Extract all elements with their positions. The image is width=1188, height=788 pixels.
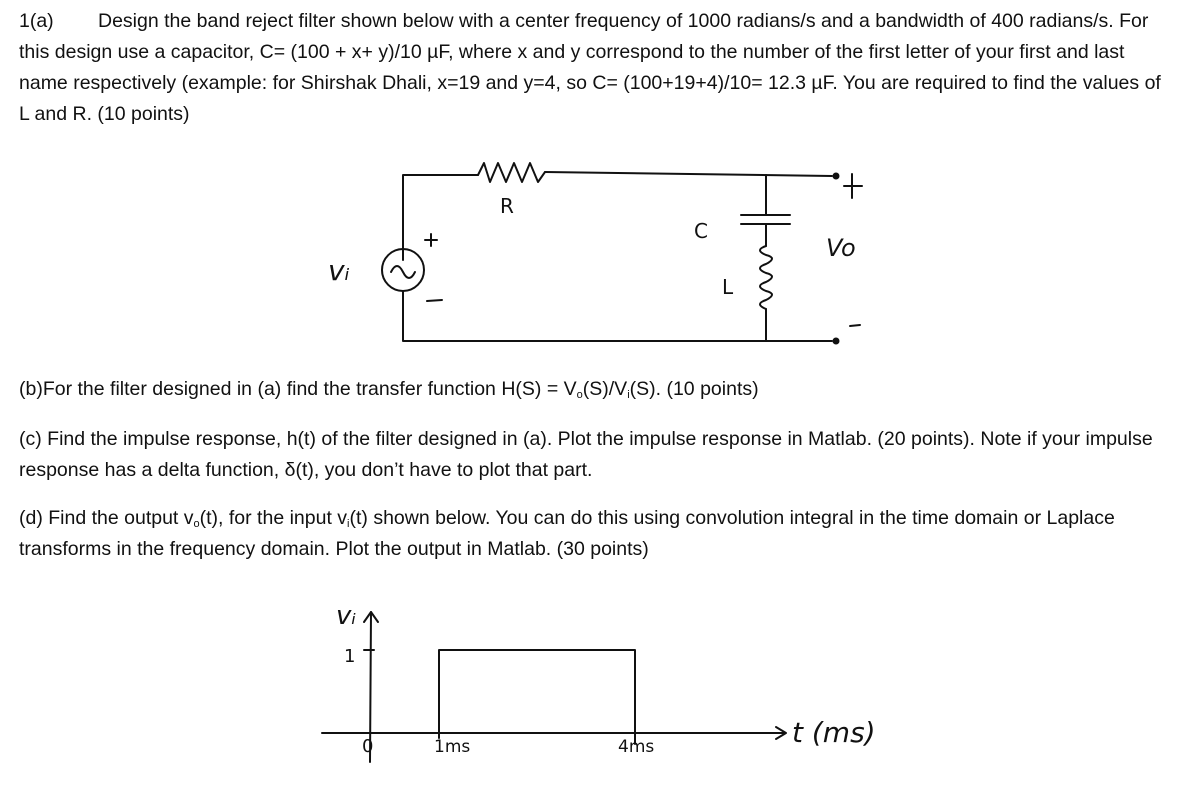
part-b-text-post: (S). (10 points)	[629, 378, 759, 400]
x-tick-start-label: 1ms	[434, 737, 471, 757]
pulse-shape	[439, 650, 635, 733]
part-d-sub-i: i	[347, 518, 350, 530]
origin-label: 0	[362, 736, 374, 757]
x-tick-end-label: 4ms	[618, 737, 655, 757]
x-axis-label: t (ms)	[792, 716, 876, 749]
capacitor-label: C	[694, 219, 708, 243]
inductor-label: L	[722, 275, 734, 299]
y-tick-label: 1	[344, 646, 356, 667]
input-label: vᵢ	[328, 254, 350, 287]
part-d-text-mid: (t), for the input v	[199, 507, 348, 529]
part-a-text: Design the band reject filter shown below with a center frequency of 1000 radians/s and a bandwidth of 400 radians/s. For this design use a capacitor, C= (100 + x+ y)/10 µF, where x and y correspond to the number of the first letter of your first and last name respectively (example: for Shirshak Dhali, x=19 and y=4, so C= (100+19+4)/10= 12.3 µF. You are required to find the values of L and R. (10 points)	[19, 10, 1161, 125]
resistor-label: R	[500, 194, 514, 218]
part-d-text-post: (t) shown below. You can do this using convolution integral in the time domain or Laplace transforms in the frequency domain. Plot the output in Matlab. (30 points)	[19, 507, 1115, 560]
part-d-text-pre: (d) Find the output v	[19, 507, 194, 529]
part-c-paragraph: (c) Find the impulse response, h(t) of the filter designed in (a). Plot the impulse response in Matlab. (20 points). Note if your impulse response has a delta function, δ(t), you don’t have to plot that part.	[19, 428, 1153, 481]
part-b-sub-o: o	[576, 389, 583, 401]
part-d-sub-o: o	[193, 518, 200, 530]
y-axis-label: vᵢ	[336, 601, 357, 631]
part-a-number: 1(a)	[19, 10, 54, 32]
part-b-text-pre: (b)For the filter designed in (a) find the transfer function H(S) = V	[19, 378, 577, 400]
part-b-sub-i: i	[627, 389, 630, 401]
output-label: Vo	[826, 234, 856, 262]
part-b-text-mid: (S)/V	[582, 378, 628, 400]
